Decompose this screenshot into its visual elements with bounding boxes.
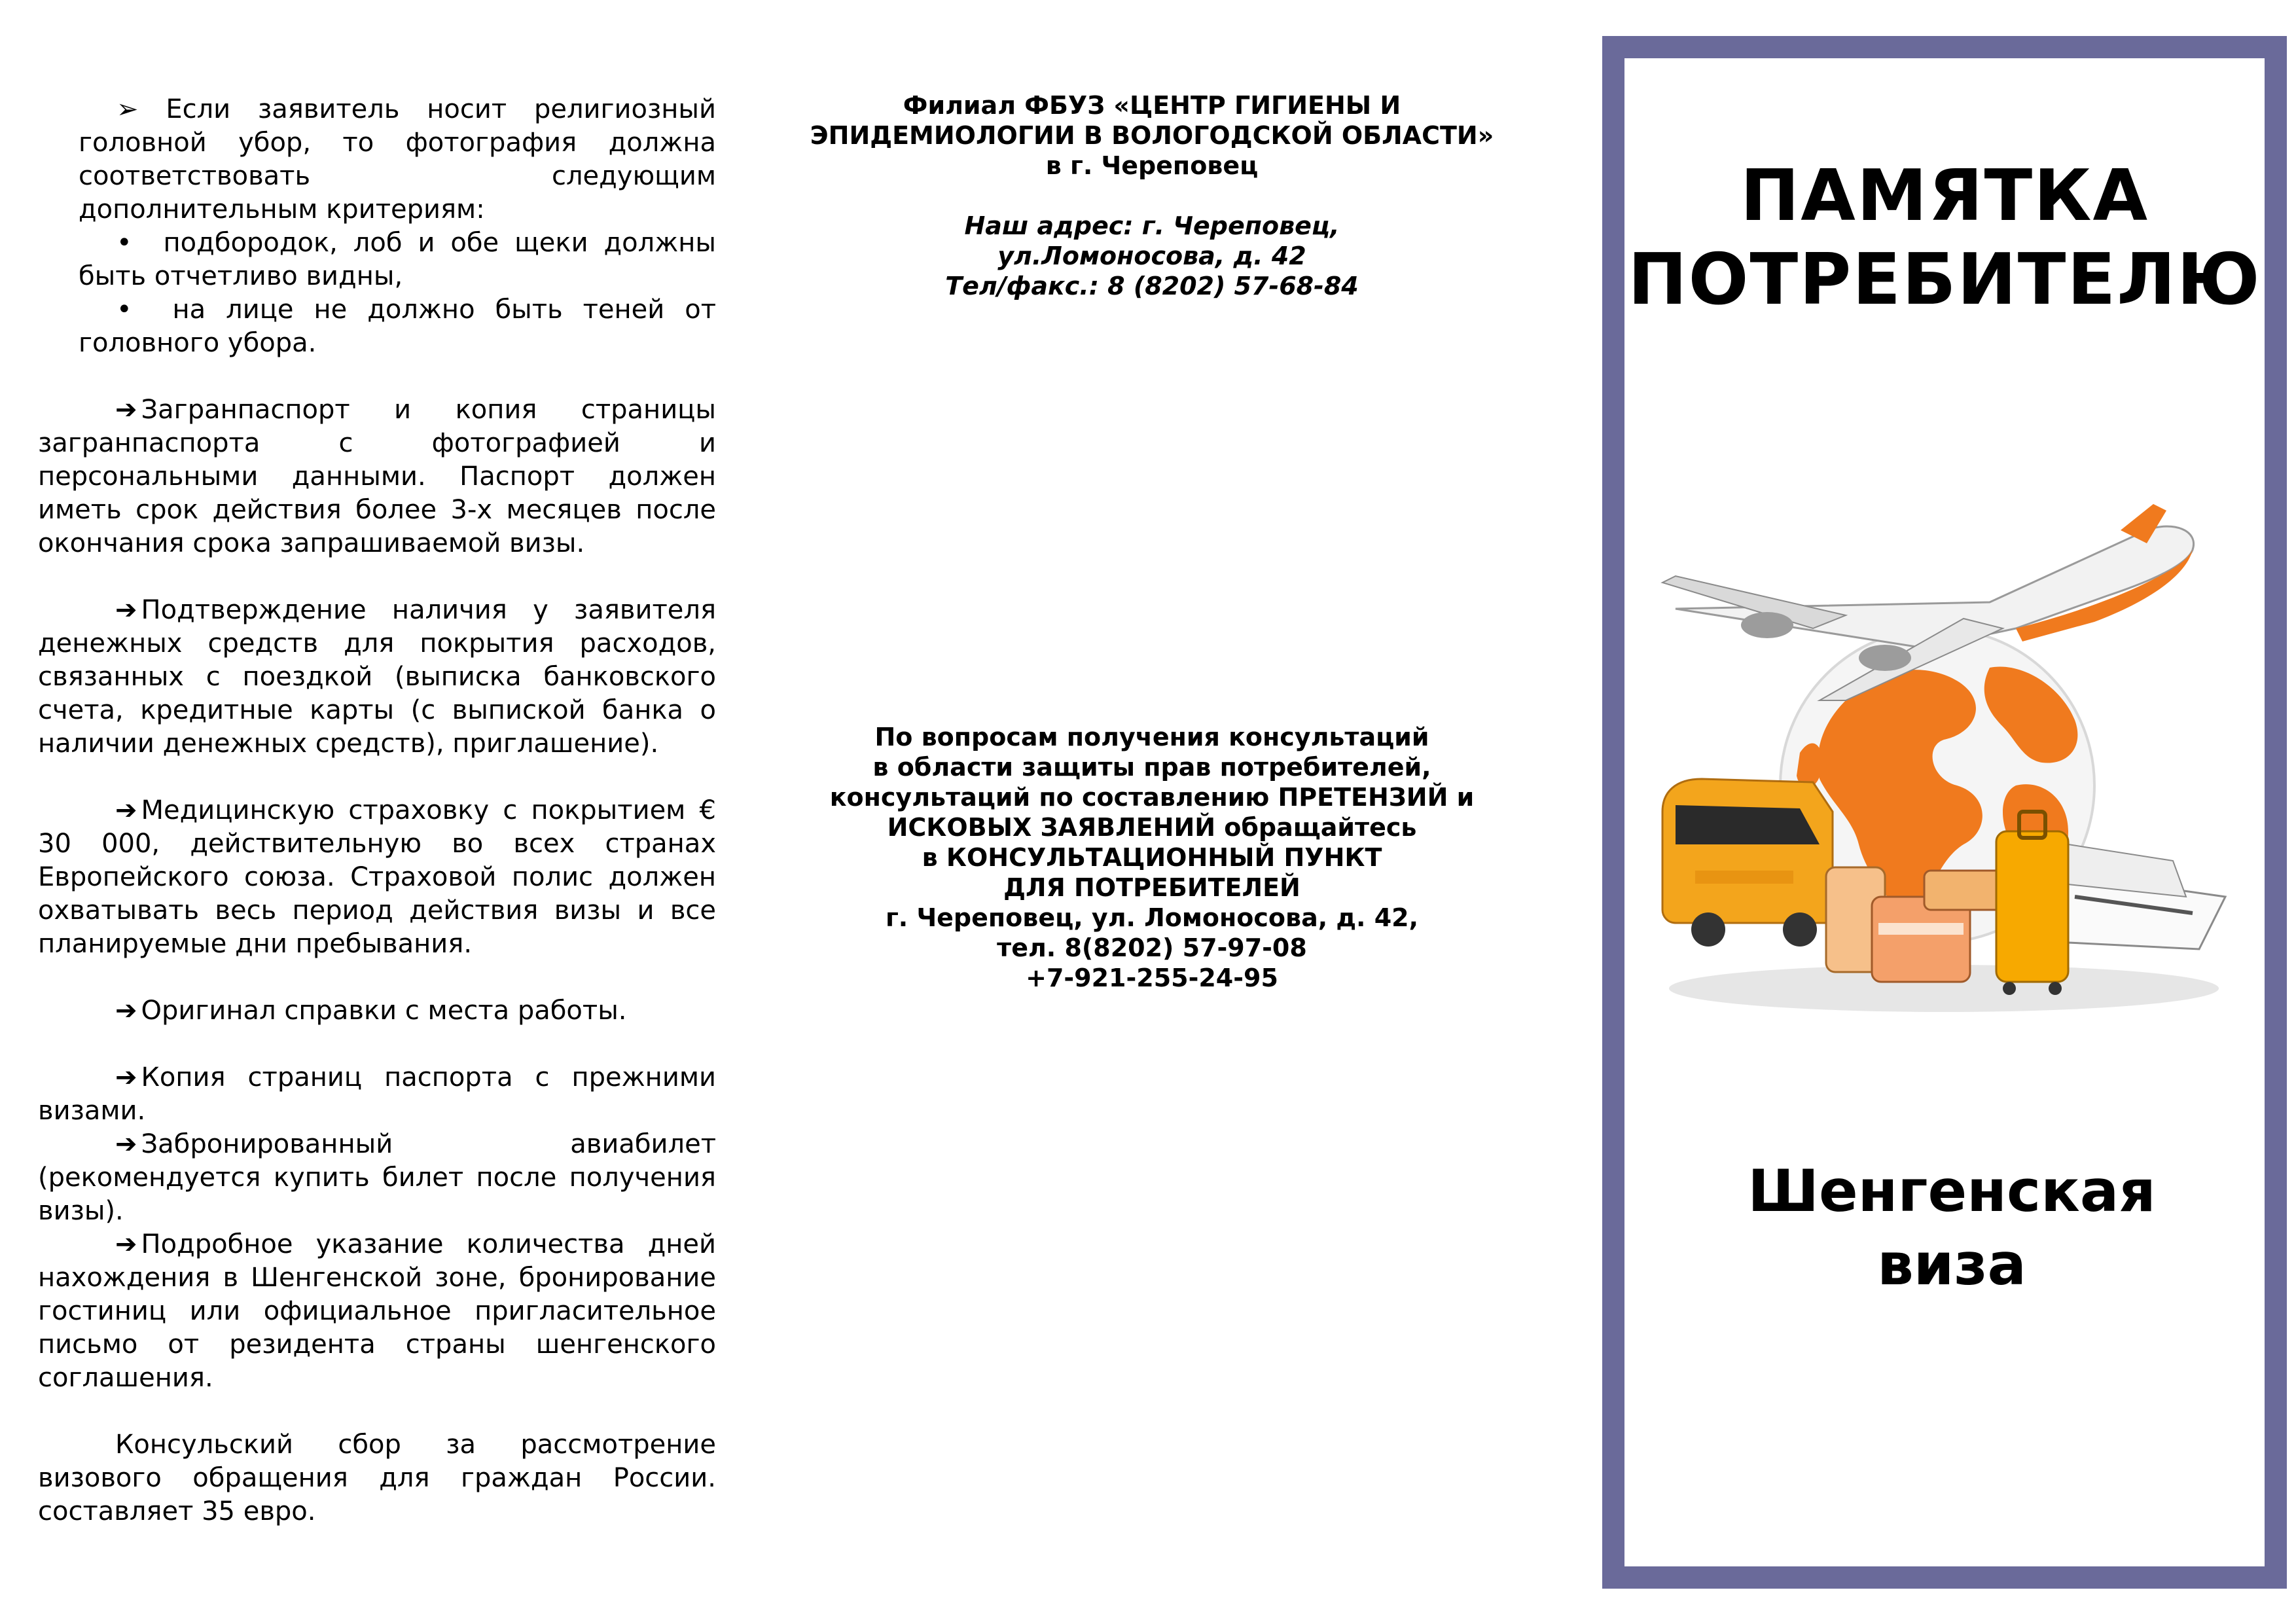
bullet-text: подбородок, лоб и обе щеки должны быть отчетливо видны, <box>79 228 716 291</box>
consult-line: ДЛЯ ПОТРЕБИТЕЛЕЙ <box>1003 873 1300 902</box>
consult-mobile-line: +7-921-255-24-95 <box>1026 964 1278 992</box>
bus-icon <box>1662 779 1833 947</box>
cover-subtitle-line-2: виза <box>1877 1231 2026 1298</box>
consult-line: консультаций по составлению ПРЕТЕНЗИЙ и <box>829 783 1475 812</box>
address-line-2: ул.Ломоносова, д. 42 <box>997 242 1306 270</box>
requirement-insurance: ➔ Медицинскую страховку с покрытием € 30 000, действительную во всех странах Европейского союза. Страховой полис должен охватывать весь период действия визы и все планируемые дни пребывания. <box>38 795 716 959</box>
requirement-itinerary: ➔ Подробное указание количества дней нахождения в Шенгенской зоне, бронирование гостиниц или официальное пригласительное письмо от резидента страны шенгенского соглашения. <box>38 1229 716 1393</box>
arrow-right-icon: ➔ <box>115 1062 137 1092</box>
arrow-right-icon: ➔ <box>115 1129 137 1159</box>
list-item <box>38 226 716 293</box>
arrow-right-icon: ➔ <box>115 595 137 625</box>
organization-block <box>792 90 1512 301</box>
cover-title <box>1602 154 2287 322</box>
org-name-line-1: Филиал ФБУЗ «ЦЕНТР ГИГИЕНЫ И <box>903 91 1401 120</box>
bullet-icon: • <box>117 228 164 258</box>
org-name-line-2: ЭПИДЕМИОЛОГИИ В ВОЛОГОДСКОЙ ОБЛАСТИ» <box>810 121 1494 150</box>
cover-title-line-2: ПОТРЕБИТЕЛЮ <box>1628 239 2261 321</box>
consult-line: По вопросам получения консультаций <box>874 723 1429 751</box>
requirement-funds: ➔ Подтверждение наличия у заявителя денежных средств для покрытия расходов, связанных с поездкой (выписка банковского счета, кредитные карты (с выпиской банка о наличии денежных средств), приглашение). <box>38 595 716 759</box>
requirement-passport: ➔ Загранпаспорт и копия страницы загранпаспорта с фотографией и персональными данными. Паспорт должен иметь срок действия более 3-х месяцев после окончания срока запрашиваемой визы. <box>38 395 716 558</box>
requirement-air-ticket: ➔ Забронированный авиабилет (рекомендуется купить билет после получения визы). <box>38 1129 716 1226</box>
list-item <box>38 293 716 360</box>
arrow-right-icon: ➔ <box>115 395 137 425</box>
chevron-right-icon: ➢ <box>117 94 166 124</box>
religious-headwear-item <box>38 93 716 226</box>
travel-illustration <box>1649 504 2238 1015</box>
consult-line: ИСКОВЫХ ЗАЯВЛЕНИЙ обращайтесь <box>887 813 1417 842</box>
org-city-line: в г. Череповец <box>1045 151 1259 180</box>
bullet-text: на лице не должно быть теней от головного убора. <box>79 295 716 358</box>
requirement-work-certificate: ➔ Оригинал справки с места работы. <box>115 996 627 1026</box>
left-column <box>38 93 716 1528</box>
bullet-icon: • <box>117 295 173 325</box>
consult-address-line: г. Череповец, ул. Ломоносова, д. 42, <box>885 903 1419 932</box>
arrow-right-icon: ➔ <box>115 795 137 825</box>
requirement-previous-visas: ➔ Копия страниц паспорта с прежними визами. <box>38 1062 716 1126</box>
religious-headwear-text: Если заявитель носит религиозный головной убор, то фотография должна соответствовать следующим дополнительным критериям: <box>79 94 716 225</box>
consultation-block <box>792 722 1512 993</box>
cover-subtitle <box>1624 1155 2279 1301</box>
consult-phone-line: тел. 8(8202) 57-97-08 <box>997 933 1307 962</box>
address-line-1: Наш адрес: г. Череповец, <box>964 211 1340 240</box>
consult-line: в области защиты прав потребителей, <box>872 753 1431 782</box>
arrow-right-icon: ➔ <box>115 996 137 1026</box>
cover-title-line-1: ПАМЯТКА <box>1740 155 2149 237</box>
consult-line: в КОНСУЛЬТАЦИОННЫЙ ПУНКТ <box>922 843 1382 872</box>
consular-fee-note: Консульский сбор за рассмотрение визового обращения для граждан России. составляет 35 евро. <box>38 1430 716 1526</box>
cover-subtitle-line-1: Шенгенская <box>1748 1157 2156 1225</box>
phone-fax-line: Тел/факс.: 8 (8202) 57-68-84 <box>945 272 1359 300</box>
arrow-right-icon: ➔ <box>115 1229 137 1259</box>
ship-icon <box>2042 844 2225 949</box>
